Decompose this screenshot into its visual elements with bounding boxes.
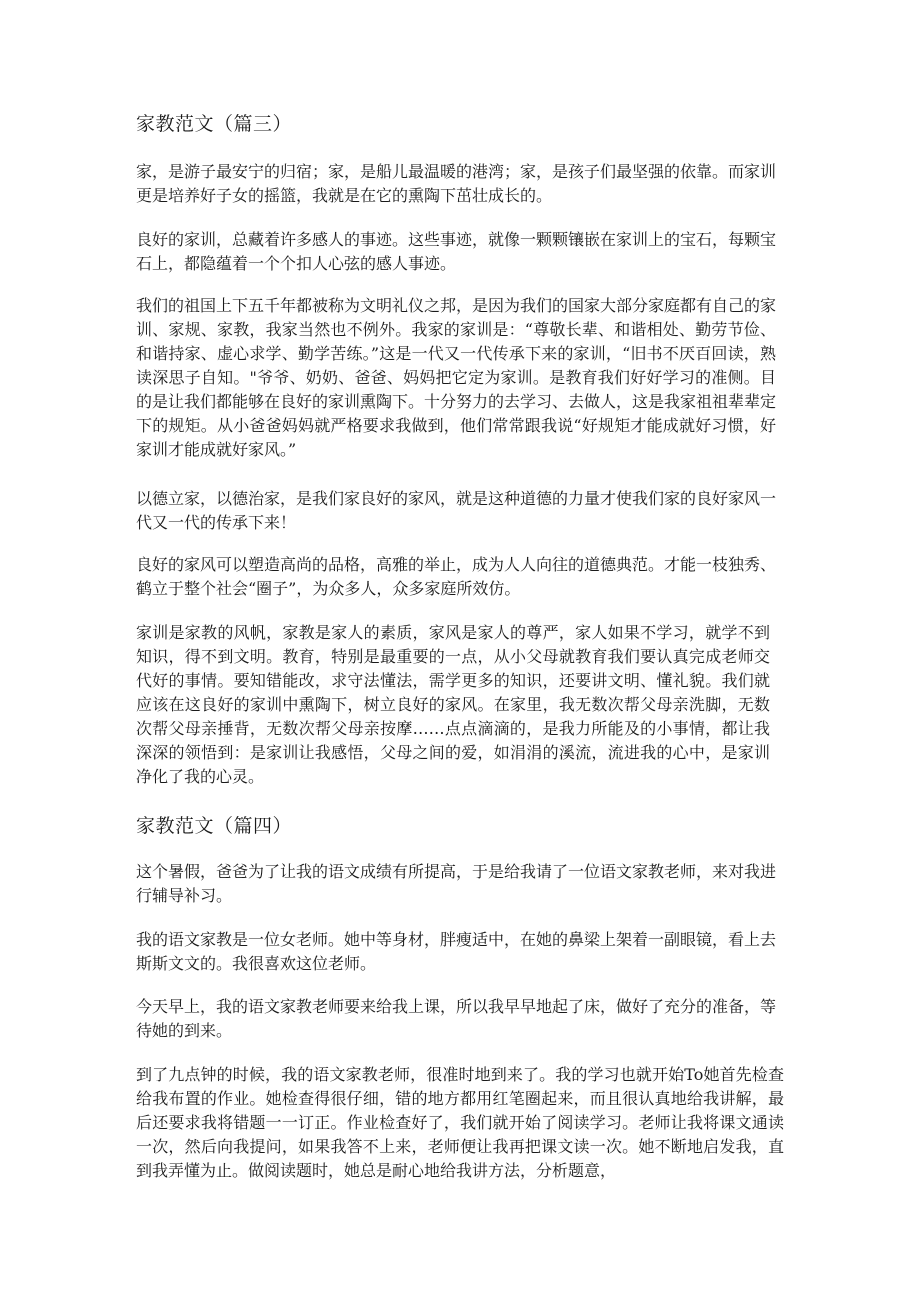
paragraph: 我们的祖国上下五千年都被称为文明礼仪之邦，是因为我们的国家大部分家庭都有自己的家训、家规、家教，我家当然也不例外。我家的家训是：“尊敬长辈、和谐相处、勤劳节俭、和谐持家、虚心求学、勤学苦练。”这是一代又一代传承下来的家训，“旧书不厌百回读，熟读深思子自知。"爷爷、奶奶、爸爸、妈妈把它定为家训。是教育我们好好学习的准侧。目的是让我们都能够在良好的家训熏陶下。十分努力的去学习、去做人，这是我家祖祖辈辈定下的规矩。从小爸爸妈妈就严格要求我做到，他们常常跟我说“好规矩才能成就好习惯，好家训才能成就好家风。”: [136, 296, 777, 459]
paragraph: 良好的家训，总藏着许多感人的事迹。这些事迹，就像一颗颗镶嵌在家训上的宝石，每颗宝石上，都隐蕴着一个个扣人心弦的感人事迹。: [136, 230, 777, 273]
paragraph: 家，是游子最安宁的归宿；家，是船儿最温暖的港湾；家，是孩子们最坚强的依靠。而家训更是培养好子女的摇篮，我就是在它的熏陶下茁壮成长的。: [136, 162, 777, 205]
paragraph: 家训是家教的风帆，家教是家人的素质，家风是家人的尊严，家人如果不学习，就学不到知识，得不到文明。教育，特别是最重要的一点，从小父母就教育我们要认真完成老师交代好的事情。要知错能改，求守法懂法，需学更多的知识，还要讲文明、懂礼貌。我们就应该在这良好的家训中熏陶下，树立良好的家风。在家里，我无数次帮父母亲洗脚，无数次帮父母亲捶背，无数次帮父母亲按摩……点点滴滴的，是我力所能及的小事情，都让我深深的领悟到：是家训让我感悟，父母之间的爱，如涓涓的溪流，流进我的心中，是家训净化了我的心灵。: [136, 623, 770, 786]
paragraph: 良好的家风可以塑造高尚的品格，高雅的举止，成为人人向往的道德典范。才能一枝独秀、鹤立于整个社会“圈子”，为众多人，众多家庭所效仿。: [136, 555, 777, 598]
paragraph: 以德立家，以德治家，是我们家良好的家风，就是这种道德的力量才使我们家的良好家风一代又一代的传承下来！: [136, 489, 777, 532]
section-title: 家教范文（篇四）: [136, 815, 293, 837]
paragraph: 到了九点钟的时候，我的语文家教老师，很准时地到来了。我的学习也就开始To她首先检查给我布置的作业。她检查得很仔细，错的地方都用红笔圈起来，而且很认真地给我讲解，最后还要求我将错题一一订正。作业检查好了，我们就开始了阅读学习。老师让我将课文通读一次，然后向我提问，如果我答不上来，老师便让我再把课文读一次。她不断地启发我，直到我弄懂为止。做阅读题时，她总是耐心地给我讲方法，分析题意，: [136, 1065, 784, 1180]
paragraph: 今天早上，我的语文家教老师要来给我上课，所以我早早地起了床，做好了充分的准备，等待她的到来。: [136, 997, 777, 1040]
paragraph: 这个暑假，爸爸为了让我的语文成绩有所提高，于是给我请了一位语文家教老师，来对我进行辅导补习。: [136, 862, 777, 905]
section-title: 家教范文（篇三）: [136, 113, 293, 135]
paragraph: 我的语文家教是一位女老师。她中等身材，胖瘦适中，在她的鼻梁上架着一副眼镜，看上去斯斯文文的。我很喜欢这位老师。: [136, 930, 777, 973]
